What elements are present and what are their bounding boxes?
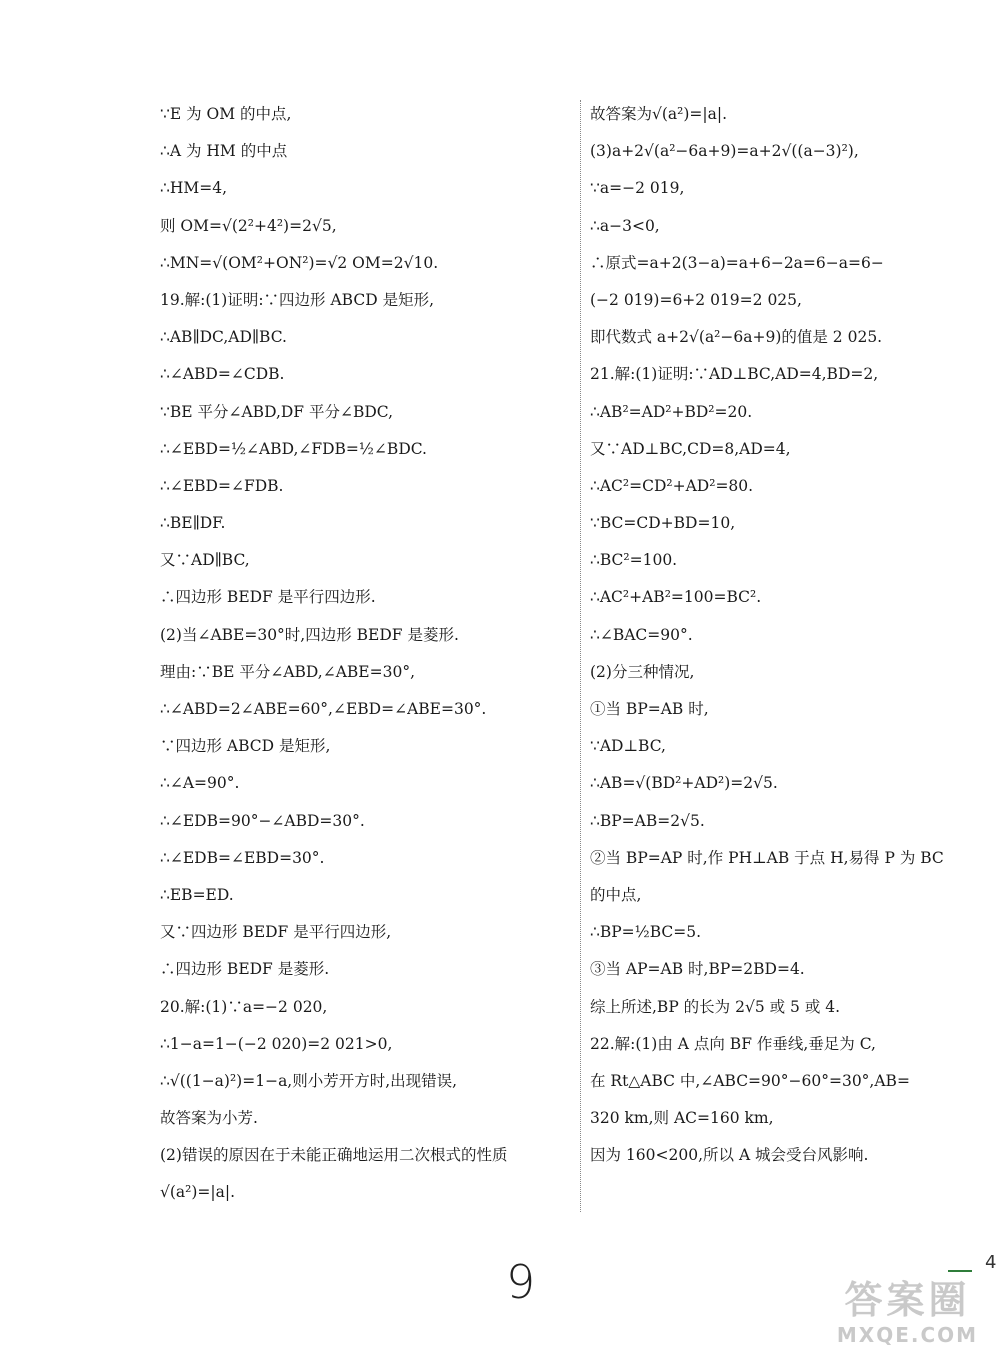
text-line: 的中点, — [590, 885, 642, 904]
text-line: 又∵AD⊥BC,CD=8,AD=4, — [590, 439, 791, 458]
text-line: ∴AC²+AB²=100=BC². — [590, 588, 762, 607]
text-line: √(a²)=|a|. — [160, 1183, 236, 1202]
text-line: ∵BE 平分∠ABD,DF 平分∠BDC, — [160, 402, 394, 421]
corner-mark: 4 — [985, 1252, 997, 1273]
text-line: (2)分三种情况, — [590, 662, 695, 681]
text-line: 在 Rt△ABC 中,∠ABC=90°−60°=30°,AB= — [590, 1071, 910, 1090]
text-line: ③当 AP=AB 时,BP=2BD=4. — [590, 960, 805, 979]
text-line: 理由:∵BE 平分∠ABD,∠ABE=30°, — [160, 662, 416, 681]
text-line: (−2 019)=6+2 019=2 025, — [590, 290, 802, 309]
text-line: ∴AB²=AD²+BD²=20. — [590, 402, 753, 421]
text-line: 19.解:(1)证明:∵四边形 ABCD 是矩形, — [160, 290, 434, 309]
text-line: ∴原式=a+2(3−a)=a+6−2a=6−a=6− — [590, 253, 884, 272]
text-line: (2)错误的原因在于未能正确地运用二次根式的性质 — [160, 1146, 508, 1165]
text-line: ∴∠ABD=2∠ABE=60°,∠EBD=∠ABE=30°. — [160, 700, 487, 718]
text-line: ∴∠EDB=90°−∠ABD=30°. — [160, 811, 365, 830]
text-line: ∴MN=√(OM²+ON²)=√2 OM=2√10. — [160, 253, 439, 272]
text-line: ∴∠EDB=∠EBD=30°. — [160, 848, 325, 867]
text-line: ①当 BP=AB 时, — [590, 700, 709, 718]
text-line: 320 km,则 AC=160 km, — [590, 1109, 774, 1128]
right-column — [590, 96, 1000, 1174]
text-line: ∵BC=CD+BD=10, — [590, 514, 736, 533]
column-divider — [580, 100, 581, 1212]
text-line: ∴∠EBD=½∠ABD,∠FDB=½∠BDC. — [160, 439, 427, 458]
text-line: ∵四边形 ABCD 是矩形, — [160, 737, 331, 756]
text-line: ∴a−3<0, — [590, 216, 660, 235]
text-line: 因为 160<200,所以 A 城会受台风影响. — [590, 1146, 869, 1165]
text-line: 则 OM=√(2²+4²)=2√5, — [160, 216, 337, 235]
text-line: ∴BP=AB=2√5. — [590, 811, 705, 830]
text-line: ∵E 为 OM 的中点, — [160, 105, 292, 123]
text-line: ∴∠EBD=∠FDB. — [160, 476, 284, 495]
text-line: 又∵AD∥BC, — [160, 551, 250, 570]
text-line: ∴四边形 BEDF 是平行四边形. — [160, 588, 376, 607]
text-line: ∴BC²=100. — [590, 551, 678, 570]
text-line: ∴BE∥DF. — [160, 514, 226, 533]
text-line: ∴1−a=1−(−2 020)=2 021>0, — [160, 1034, 393, 1053]
text-line: ∴HM=4, — [160, 179, 228, 198]
text-line: ∵AD⊥BC, — [590, 737, 666, 756]
text-line: 故答案为√(a²)=|a|. — [590, 105, 728, 123]
text-line: 20.解:(1)∵a=−2 020, — [160, 997, 328, 1016]
text-line: ∴∠A=90°. — [160, 774, 240, 793]
text-line: ∴∠BAC=90°. — [590, 625, 693, 644]
left-column — [160, 96, 580, 1212]
text-line: ∴AC²=CD²+AD²=80. — [590, 476, 754, 495]
text-line: 21.解:(1)证明:∵AD⊥BC,AD=4,BD=2, — [590, 365, 879, 384]
watermark-url: MXQE.COM — [836, 1323, 979, 1347]
text-line: ∴四边形 BEDF 是菱形. — [160, 960, 330, 979]
text-line: 综上所述,BP 的长为 2√5 或 5 或 4. — [590, 997, 841, 1016]
text-line: ∴√((1−a)²)=1−a,则小芳开方时,出现错误, — [160, 1071, 458, 1090]
text-line: ∴∠ABD=∠CDB. — [160, 365, 285, 384]
text-line: ∴AB∥DC,AD∥BC. — [160, 328, 287, 347]
text-line: 又∵四边形 BEDF 是平行四边形, — [160, 923, 392, 942]
watermark-logo — [820, 1278, 995, 1358]
text-line: ∴A 为 HM 的中点 — [160, 142, 288, 161]
text-line: ②当 BP=AP 时,作 PH⊥AB 于点 H,易得 P 为 BC — [590, 848, 944, 867]
page-number: 9 — [506, 1255, 536, 1309]
text-line: (2)当∠ABE=30°时,四边形 BEDF 是菱形. — [160, 625, 459, 644]
text-line: ∵a=−2 019, — [590, 179, 685, 198]
text-line: 即代数式 a+2√(a²−6a+9)的值是 2 025. — [590, 328, 883, 347]
text-line: 22.解:(1)由 A 点向 BF 作垂线,垂足为 C, — [590, 1034, 876, 1053]
text-line: ∴AB=√(BD²+AD²)=2√5. — [590, 774, 778, 793]
text-line: ∴EB=ED. — [160, 885, 234, 904]
text-line: (3)a+2√(a²−6a+9)=a+2√((a−3)²), — [590, 142, 859, 161]
corner-tick-mark — [948, 1270, 972, 1272]
watermark-title: 答案圈 — [844, 1278, 971, 1322]
text-line: ∴BP=½BC=5. — [590, 923, 702, 942]
text-line: 故答案为小芳. — [160, 1109, 258, 1128]
